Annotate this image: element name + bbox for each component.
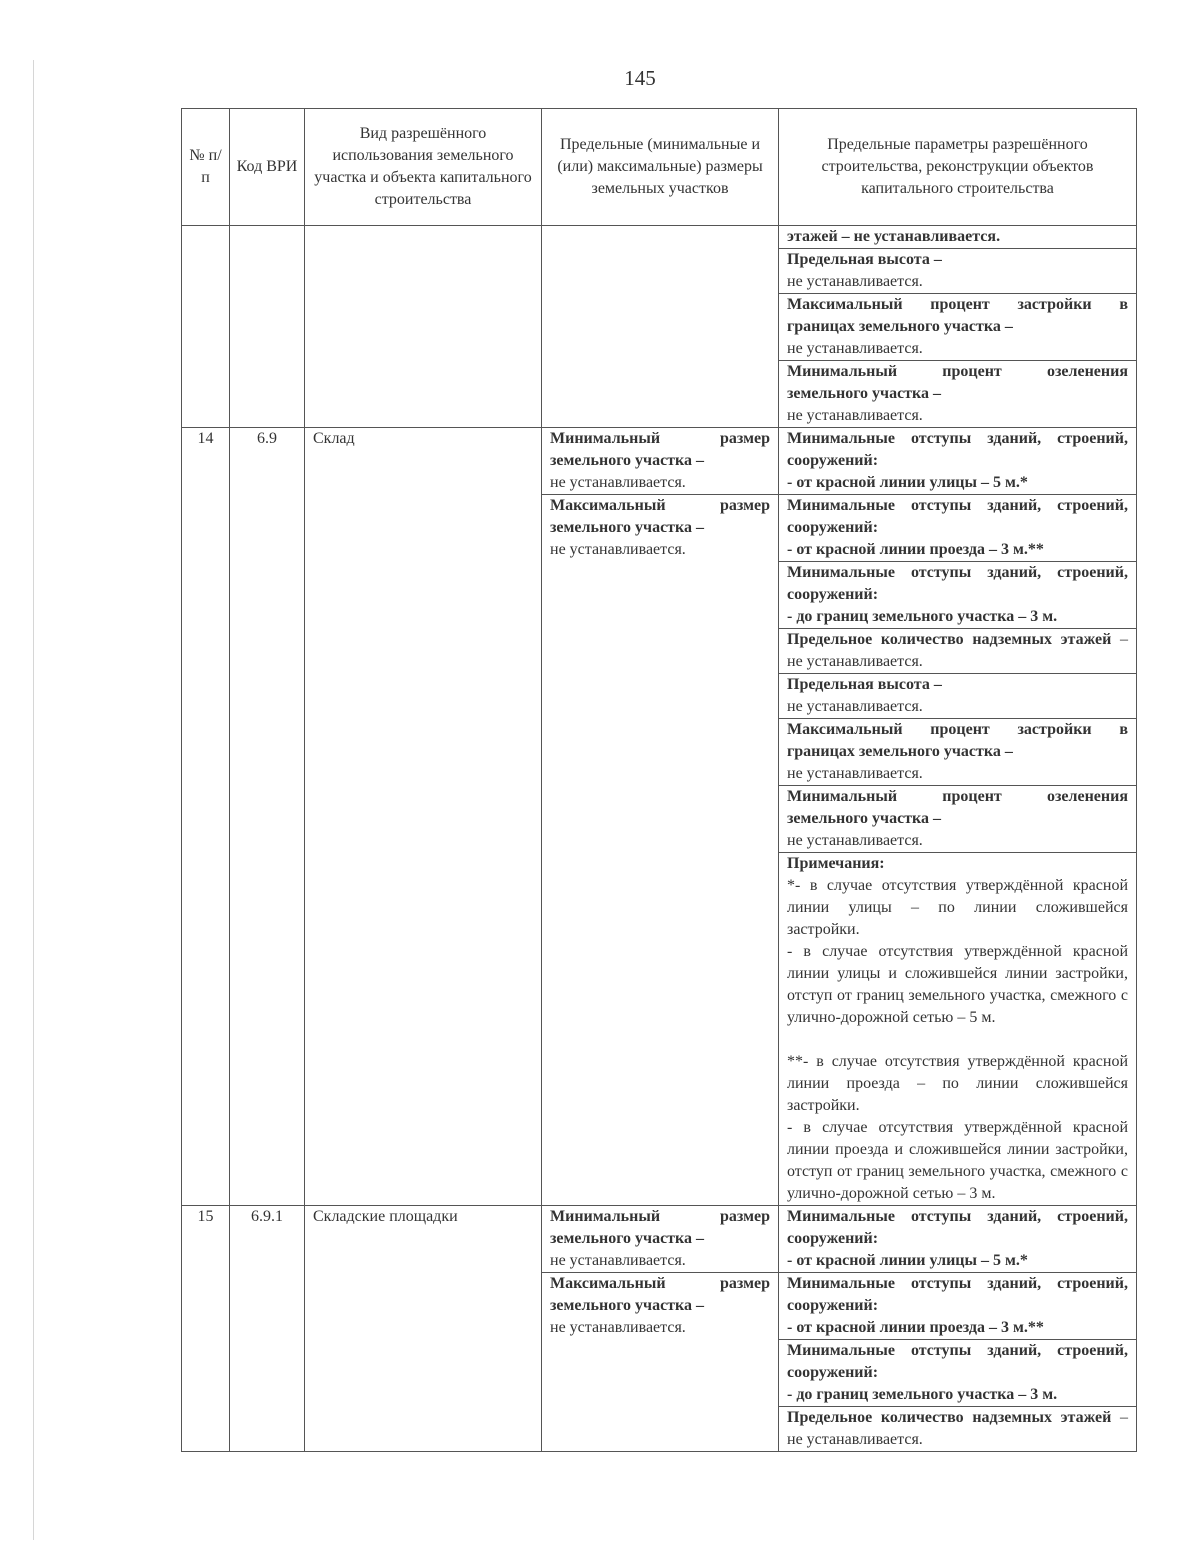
param-cell: Предельное количество надземных этажей – не устанавливается.: [779, 1407, 1137, 1452]
param-cell: Минимальные отступы зданий, строений, сооружений: - от красной линии проезда – 3 м.**: [779, 1273, 1137, 1340]
land-use-table: [181, 108, 1137, 1452]
table-row: [182, 1206, 1137, 1273]
page-number: 145: [624, 66, 656, 90]
min-size-cell: Минимальный размер земельного участка – не устанавливается.: [542, 428, 779, 495]
param-cell: Максимальный процент застройки в границах земельного участка – не устанавливается.: [779, 719, 1137, 786]
param-cell: Предельная высота – не устанавливается.: [779, 249, 1137, 294]
param-cell: этажей – не устанавливается.: [779, 226, 1137, 249]
row-number: 15: [182, 1206, 230, 1452]
scan-edge-line: [33, 60, 34, 1540]
header-size: Предельные (минимальные и (или) максимальные) размеры земельных участков: [542, 109, 779, 226]
row-code: 6.9.1: [230, 1206, 305, 1452]
header-kind: Вид разрешённого использования земельного участка и объекта капитального строительства: [305, 109, 542, 226]
min-size-cell: Минимальный размер земельного участка – не устанавливается.: [542, 1206, 779, 1273]
header-num: № п/п: [182, 109, 230, 226]
param-cell: Предельная высота – не устанавливается.: [779, 674, 1137, 719]
header-code: Код ВРИ: [230, 109, 305, 226]
param-cell: Минимальный процент озеленения земельного участка – не устанавливается.: [779, 361, 1137, 428]
row-number: 14: [182, 428, 230, 1206]
row-use-name: Склад: [305, 428, 542, 1206]
table-row: [182, 226, 1137, 249]
param-cell: Минимальные отступы зданий, строений, сооружений: - до границ земельного участка – 3 м.: [779, 562, 1137, 629]
param-cell: Минимальные отступы зданий, строений, сооружений: - до границ земельного участка – 3 м.: [779, 1340, 1137, 1407]
notes-cell: [779, 853, 1137, 1206]
table-header-row: [182, 109, 1137, 226]
table-row: [182, 428, 1137, 495]
row-code: 6.9: [230, 428, 305, 1206]
row-use-name: Складские площадки: [305, 1206, 542, 1452]
note: - в случае отсутствия утверждённой красной линии проезда и сложившейся линии застройки, отступ от границ земельного участка, смежного с улично-дорожной сетью – 3 м.: [787, 1119, 1128, 1202]
note: *- в случае отсутствия утверждённой красной линии улицы – по линии сложившейся застройки.: [787, 877, 1128, 938]
param-cell: Минимальные отступы зданий, строений, сооружений: - от красной линии проезда – 3 м.**: [779, 495, 1137, 562]
note: - в случае отсутствия утверждённой красной линии улицы и сложившейся линии застройки, отступ от границ земельного участка, смежного с улично-дорожной сетью – 5 м.: [787, 943, 1128, 1026]
param-cell: Минимальные отступы зданий, строений, сооружений: - от красной линии улицы – 5 м.*: [779, 428, 1137, 495]
header-params: Предельные параметры разрешённого строительства, реконструкции объектов капитального строительства: [779, 109, 1137, 226]
notes-title: Примечания:: [787, 855, 885, 872]
note: **- в случае отсутствия утверждённой красной линии проезда – по линии сложившейся застройки.: [787, 1053, 1128, 1114]
max-size-cell: Максимальный размер земельного участка – не устанавливается.: [542, 1273, 779, 1452]
param-cell: Минимальные отступы зданий, строений, сооружений: - от красной линии улицы – 5 м.*: [779, 1206, 1137, 1273]
param-cell: Максимальный процент застройки в границах земельного участка – не устанавливается.: [779, 294, 1137, 361]
max-size-cell: Максимальный размер земельного участка – не устанавливается.: [542, 495, 779, 1206]
param-cell: Минимальный процент озеленения земельного участка – не устанавливается.: [779, 786, 1137, 853]
param-cell: Предельное количество надземных этажей – не устанавливается.: [779, 629, 1137, 674]
